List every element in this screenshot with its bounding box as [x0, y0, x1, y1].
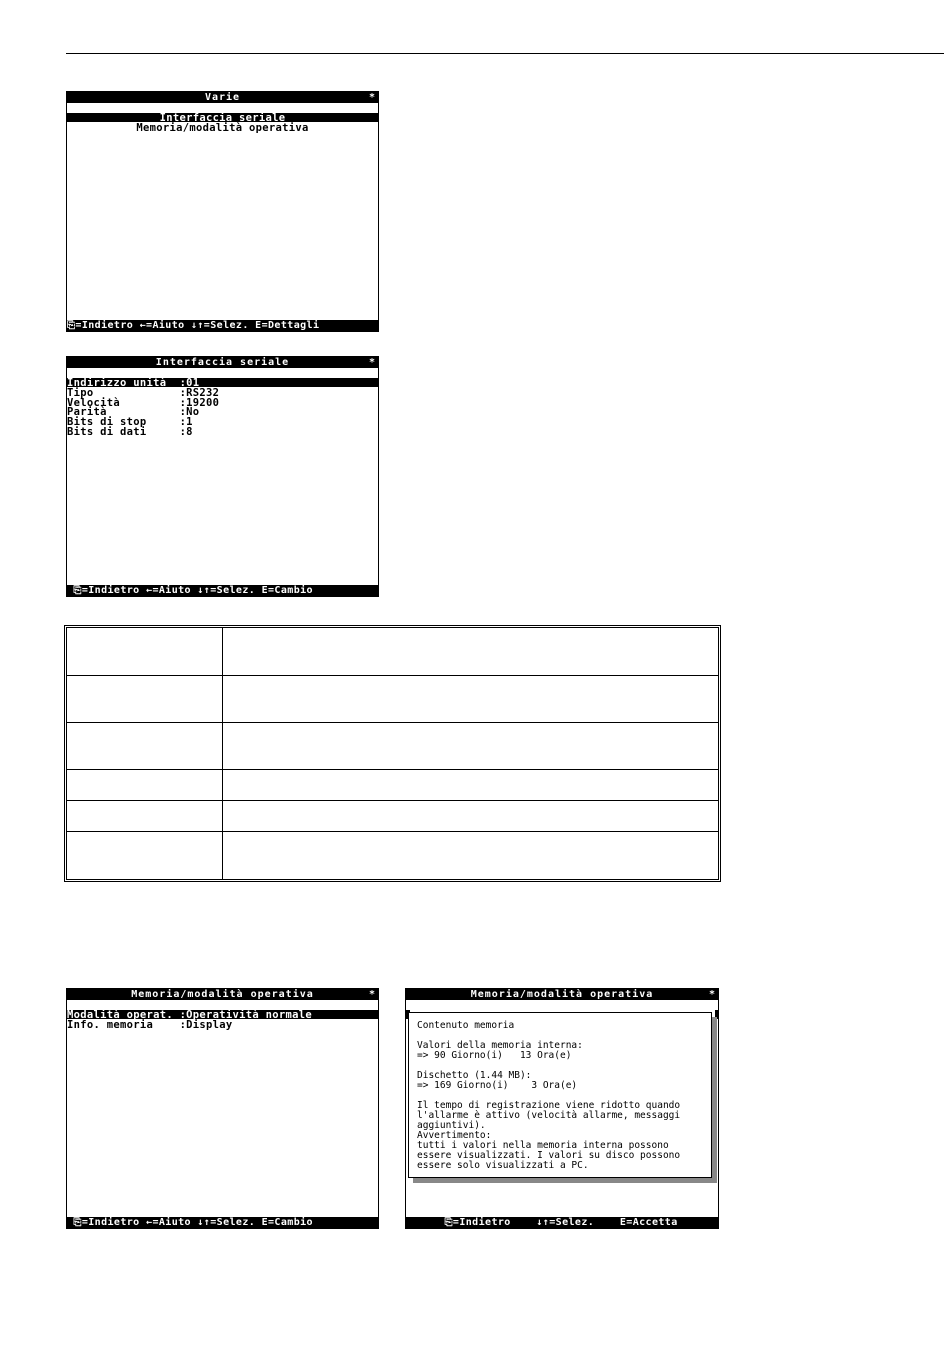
parameter-table	[66, 627, 719, 880]
popup-line: essere visualizzati. I valori su disco possono	[417, 1150, 681, 1161]
title-bar	[67, 989, 378, 1000]
menu-item-interfaccia-seriale[interactable]: Interfaccia seriale	[159, 112, 286, 124]
field-info-memoria[interactable]: Info. memoria :Display	[67, 1019, 233, 1031]
window-title: Memoria/modalità operativa	[470, 989, 654, 1000]
popup-line: Dischetto (1.44 MB):	[417, 1070, 532, 1081]
field-bits-di-stop[interactable]: Bits di stop :1	[67, 416, 193, 428]
popup-line: Contenuto memoria	[417, 1020, 515, 1031]
table-row	[67, 770, 719, 801]
window-title: Varie	[204, 92, 241, 103]
footer-hints: ⎘=Indietro ←=Aiuto ↓↑=Selez. E=Cambio	[67, 1217, 378, 1228]
title-bar	[67, 92, 378, 103]
screen-memoria-modalita	[66, 988, 379, 1229]
popup-line: Avvertimento:	[417, 1130, 492, 1141]
page-header-rule	[66, 53, 944, 54]
window-title: Memoria/modalità operativa	[131, 989, 314, 1000]
table-row	[67, 723, 719, 770]
popup-line: aggiuntivi).	[417, 1120, 486, 1131]
field-velocita[interactable]: Velocità :19200	[67, 397, 220, 409]
popup-line: essere solo visualizzati a PC.	[417, 1160, 589, 1171]
field-bits-di-dati[interactable]: Bits di dati :8	[67, 426, 193, 438]
asterisk-icon: *	[708, 989, 716, 1000]
popup-text	[417, 1021, 680, 1171]
table-row	[67, 801, 719, 832]
table-row	[67, 628, 719, 676]
field-tipo[interactable]: Tipo :RS232	[67, 387, 220, 399]
screen-varie	[66, 91, 379, 332]
table-row	[67, 832, 719, 880]
footer-hints: ⎘=Indietro ←=Aiuto ↓↑=Selez. E=Dettagli	[67, 320, 378, 331]
popup-line: l'allarme è attivo (velocità allarme, messaggi	[417, 1110, 681, 1121]
field-indirizzo-unita[interactable]: Indirizzo unità :01	[67, 377, 200, 389]
table-row	[67, 676, 719, 723]
popup-line: => 90 Giorno(i) 13 Ora(e)	[417, 1050, 572, 1061]
screen-interfaccia-seriale	[66, 356, 379, 597]
field-parita[interactable]: Parità :No	[67, 406, 200, 418]
selection-highlight	[715, 1010, 718, 1019]
menu-item-memoria-modalita[interactable]: Memoria/modalità operativa	[136, 122, 309, 134]
memory-info-popup	[408, 1012, 712, 1178]
title-bar	[67, 357, 378, 368]
asterisk-icon: *	[368, 92, 376, 103]
field-modalita-operat[interactable]: Modalità operat. :Operatività normale	[67, 1009, 312, 1021]
popup-line: Il tempo di registrazione viene ridotto quando	[417, 1100, 681, 1111]
popup-line: Valori della memoria interna:	[417, 1040, 583, 1051]
footer-hints: ⎘=Indietro ↓↑=Selez. E=Accetta	[406, 1217, 718, 1228]
footer-hints: ⎘=Indietro ←=Aiuto ↓↑=Selez. E=Cambio	[67, 585, 378, 596]
title-bar	[406, 989, 718, 1000]
window-title: Interfaccia seriale	[155, 357, 290, 368]
asterisk-icon: *	[368, 989, 376, 1000]
asterisk-icon: *	[368, 357, 376, 368]
popup-line: tutti i valori nella memoria interna possono	[417, 1140, 669, 1151]
popup-line: => 169 Giorno(i) 3 Ora(e)	[417, 1080, 578, 1091]
